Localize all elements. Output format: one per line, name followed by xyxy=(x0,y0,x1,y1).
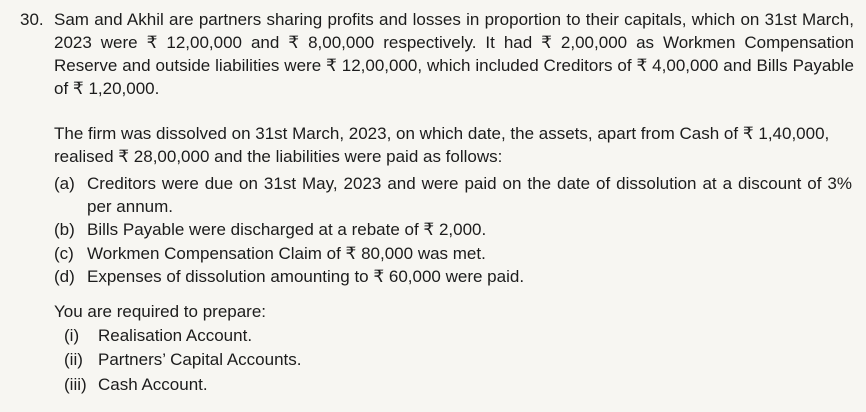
question-number: 30. xyxy=(20,10,44,29)
item-text: Bills Payable were discharged at a rebate of ₹ 2,000. xyxy=(87,220,487,239)
item-label: (b) xyxy=(54,220,75,239)
item-text: Creditors were due on 31st May, 2023 and were paid on the date of dissolution at a discount of 3% per annum. xyxy=(87,174,852,216)
required-text: Partners’ Capital Accounts. xyxy=(98,350,302,369)
item-text: Workmen Compensation Claim of ₹ 80,000 was met. xyxy=(87,244,486,263)
required-label: (i) xyxy=(64,326,80,345)
dissolution-paragraph: The firm was dissolved on 31st March, 2023, on which date, the assets, apart from Cash of ₹ 1,40,000, realised ₹ 28,00,000 and the liabilities were paid as follows: xyxy=(54,124,830,166)
required-label: (iii) xyxy=(64,375,87,394)
question-intro: Sam and Akhil are partners sharing profits and losses in proportion to their capitals, which on 31st March, 2023 were ₹ 12,00,000 and ₹ 8,00,000 respectively. It had ₹ 2,00,000 as Workmen Compensation Reserve and outside liabilities were ₹ 12,00,000, which included Creditors of ₹ 4,00,000 and Bills Payable of ₹ 1,20,000. xyxy=(54,10,854,98)
required-label: (ii) xyxy=(64,350,83,369)
item-label: (d) xyxy=(54,267,75,286)
item-label: (c) xyxy=(54,244,74,263)
item-text: Expenses of dissolution amounting to ₹ 60,000 were paid. xyxy=(87,267,525,286)
required-intro: You are required to prepare: xyxy=(54,302,267,321)
required-text: Cash Account. xyxy=(98,375,208,394)
item-label: (a) xyxy=(54,174,75,193)
required-text: Realisation Account. xyxy=(98,326,253,345)
